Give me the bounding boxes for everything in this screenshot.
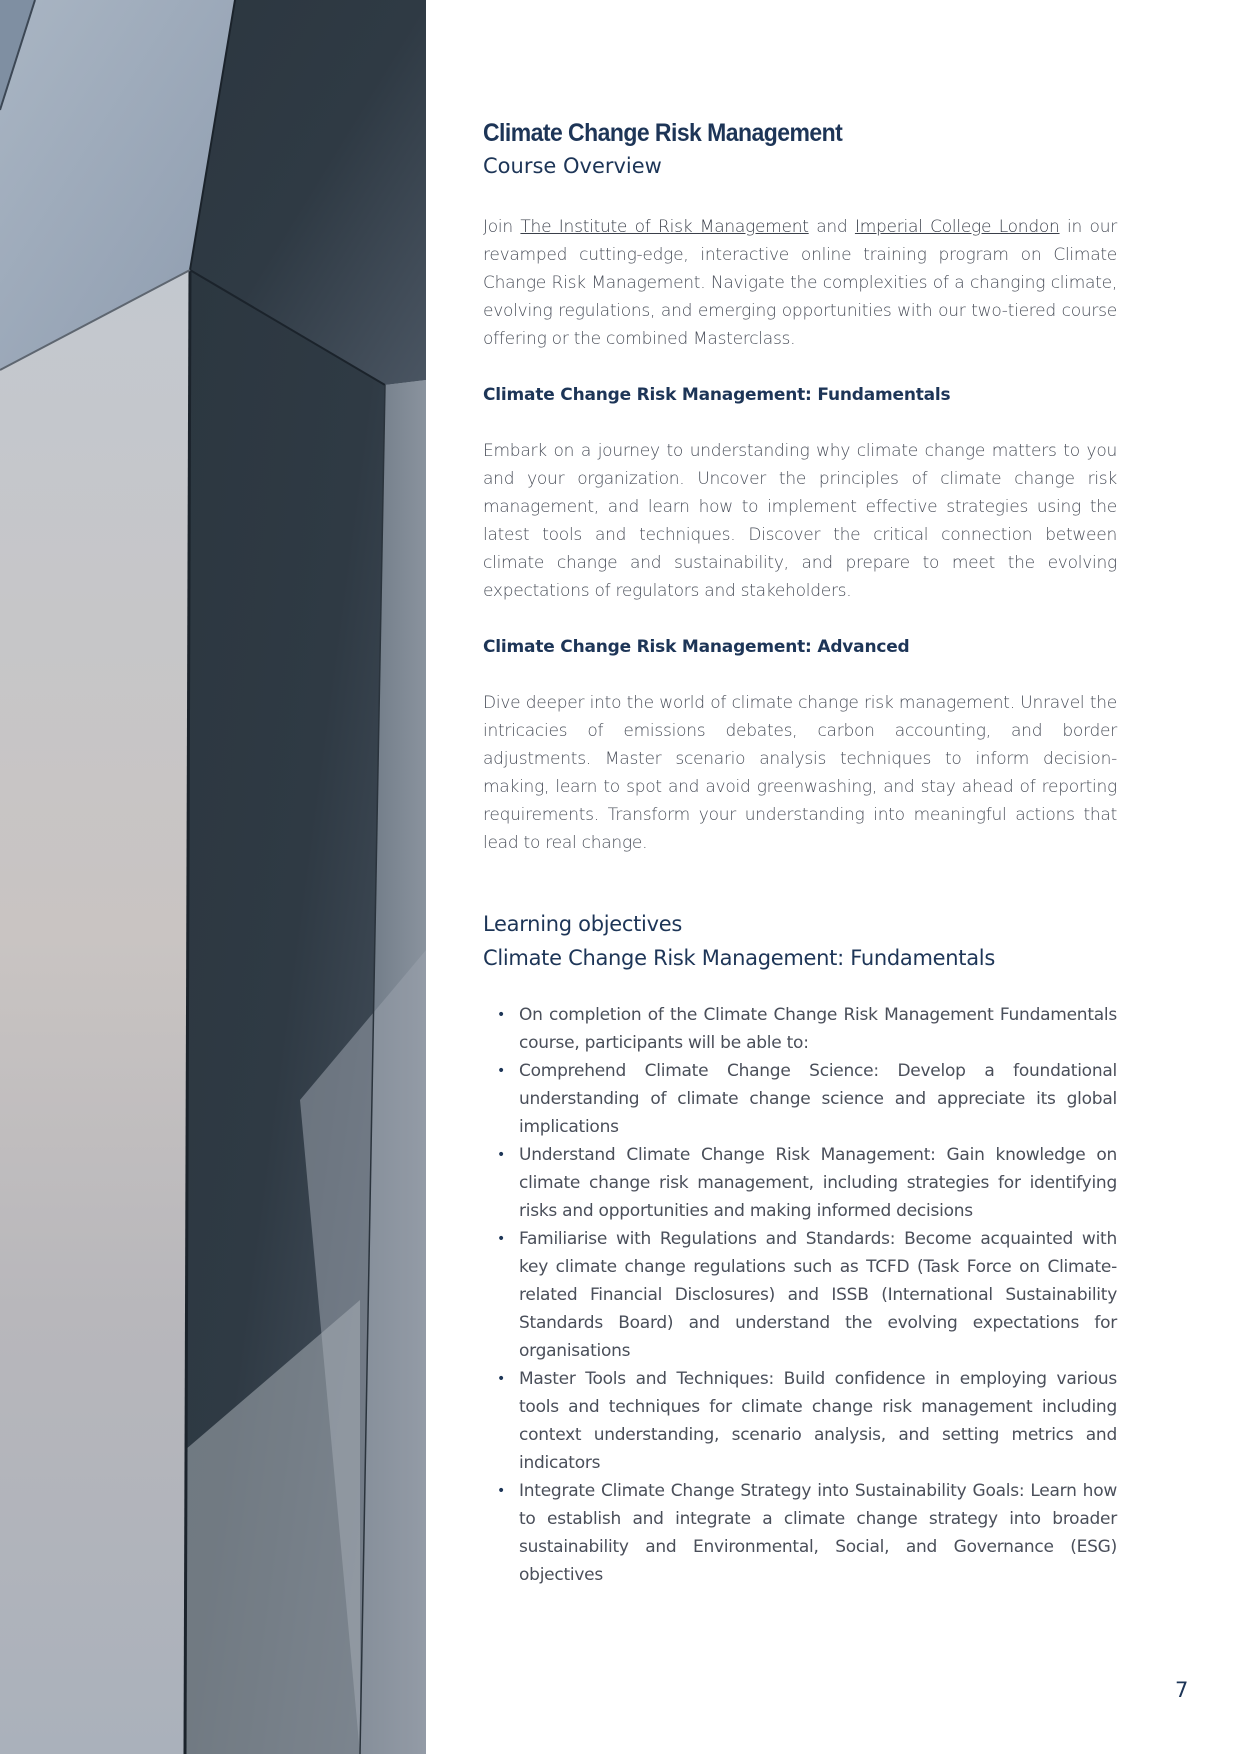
- architectural-photo: [0, 0, 426, 1754]
- list-item: [483, 1225, 1117, 1365]
- list-item-text: Integrate Climate Change Strategy into Sustainability Goals: Learn how to establish and integrate a climate change strategy into broader sustainability and Environmental, Social, and Governance (ESG) objectives: [519, 1481, 1117, 1585]
- intro-text-after: in our revamped cutting-edge, interactive online training program on Climate Change Risk Management. Navigate the complexities of a changing climate, evolving regulations, and emerging opportunities with our two-tiered course offering or the combined Masterclass.: [483, 217, 1117, 349]
- bullet-icon: •: [497, 1007, 506, 1023]
- page-subtitle: Course Overview: [483, 154, 662, 178]
- fundamentals-paragraph: Embark on a journey to understanding why climate change matters to you and your organization. Uncover the principles of climate change risk management, and learn how to implement effective strategies using the latest tools and techniques. Discover the critical connection between climate change and sustainability, and prepare to meet the evolving expectations of regulators and stakeholders.: [483, 441, 1117, 601]
- objectives-list: [483, 1001, 1117, 1589]
- list-item: [483, 1057, 1117, 1141]
- intro-text-before: Join: [483, 217, 521, 237]
- list-item: [483, 1141, 1117, 1225]
- advanced-paragraph: Dive deeper into the world of climate change risk management. Unravel the intricacies of emissions debates, carbon accounting, and border adjustments. Master scenario analysis techniques to inform decision-making, learn to spot and avoid greenwashing, and stay ahead of reporting requirements. Transform your understanding into meaningful actions that lead to real change.: [483, 693, 1117, 853]
- bullet-icon: •: [497, 1147, 506, 1163]
- intro-paragraph: [483, 213, 1117, 353]
- advanced-heading: Climate Change Risk Management: Advanced: [483, 637, 910, 657]
- content-column: [483, 118, 1117, 1589]
- list-item-text: Familiarise with Regulations and Standards: Become acquainted with key climate change regulations such as TCFD (Task Force on Climate-related Financial Disclosures) and ISSB (International Sustainability Standards Board) and understand the evolving expectations for organisations: [519, 1229, 1117, 1361]
- list-item-text: Comprehend Climate Change Science: Develop a foundational understanding of climate change science and appreciate its global implications: [519, 1061, 1117, 1137]
- bullet-icon: •: [497, 1063, 506, 1079]
- list-item-text: Master Tools and Techniques: Build confidence in employing various tools and techniques for climate change risk management including context understanding, scenario analysis, and setting metrics and indicators: [519, 1369, 1117, 1473]
- page-title: Climate Change Risk Management: [483, 119, 843, 147]
- bullet-icon: •: [497, 1483, 506, 1499]
- irm-link[interactable]: The Institute of Risk Management: [520, 217, 809, 237]
- learning-objectives-title: Learning objectives: [483, 912, 682, 936]
- list-item: [483, 1477, 1117, 1589]
- list-item-text: Understand Climate Change Risk Management: Gain knowledge on climate change risk management, including strategies for identifying risks and opportunities and making informed decisions: [519, 1145, 1117, 1221]
- bullet-icon: •: [497, 1231, 506, 1247]
- learning-objectives-subtitle: Climate Change Risk Management: Fundamentals: [483, 946, 995, 970]
- list-item-text: On completion of the Climate Change Risk Management Fundamentals course, participants will be able to:: [519, 1005, 1117, 1053]
- list-item: [483, 1001, 1117, 1057]
- imperial-link[interactable]: Imperial College London: [854, 217, 1060, 237]
- fundamentals-heading: Climate Change Risk Management: Fundamentals: [483, 385, 951, 405]
- list-item: [483, 1365, 1117, 1477]
- bullet-icon: •: [497, 1371, 506, 1387]
- intro-text-mid: and: [808, 217, 855, 237]
- page-number: 7: [1175, 1678, 1189, 1702]
